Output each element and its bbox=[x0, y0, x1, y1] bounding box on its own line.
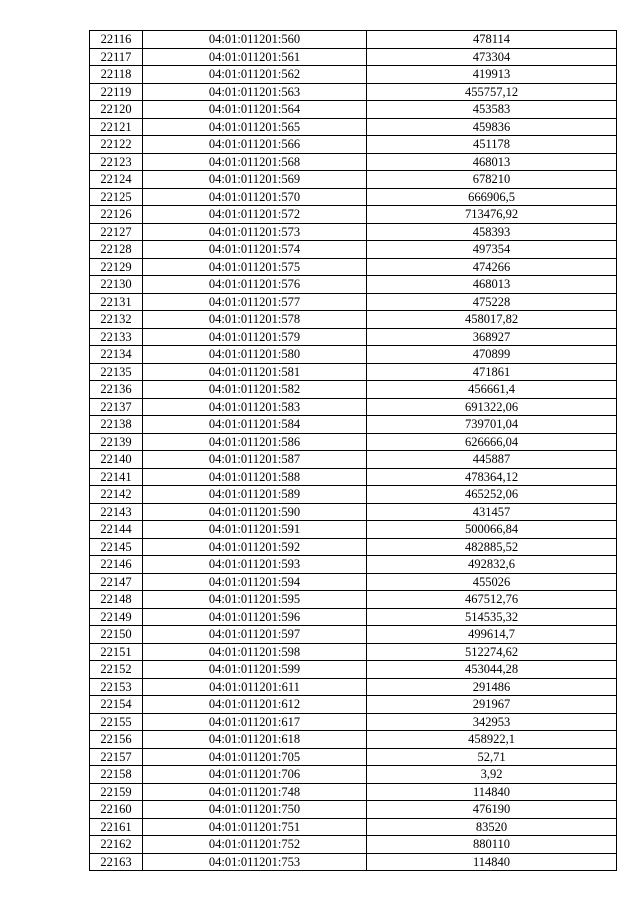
table-row bbox=[90, 538, 617, 556]
table-row bbox=[90, 101, 617, 119]
row-number-cell: 22116 bbox=[90, 31, 143, 49]
table-row bbox=[90, 66, 617, 84]
value-cell: 512274,62 bbox=[367, 643, 617, 661]
table-row bbox=[90, 328, 617, 346]
value-cell: 455026 bbox=[367, 573, 617, 591]
cadastral-number-cell: 04:01:011201:583 bbox=[143, 398, 367, 416]
row-number-cell: 22139 bbox=[90, 433, 143, 451]
row-number-cell: 22160 bbox=[90, 801, 143, 819]
row-number-cell: 22142 bbox=[90, 486, 143, 504]
cadastral-number-cell: 04:01:011201:705 bbox=[143, 748, 367, 766]
row-number-cell: 22156 bbox=[90, 731, 143, 749]
row-number-cell: 22140 bbox=[90, 451, 143, 469]
cadastral-number-cell: 04:01:011201:618 bbox=[143, 731, 367, 749]
value-cell: 291967 bbox=[367, 696, 617, 714]
value-cell: 467512,76 bbox=[367, 591, 617, 609]
row-number-cell: 22159 bbox=[90, 783, 143, 801]
row-number-cell: 22162 bbox=[90, 836, 143, 854]
table-row bbox=[90, 468, 617, 486]
row-number-cell: 22132 bbox=[90, 311, 143, 329]
table-row bbox=[90, 731, 617, 749]
row-number-cell: 22123 bbox=[90, 153, 143, 171]
cadastral-number-cell: 04:01:011201:572 bbox=[143, 206, 367, 224]
table-row bbox=[90, 573, 617, 591]
value-cell: 678210 bbox=[367, 171, 617, 189]
cadastral-number-cell: 04:01:011201:752 bbox=[143, 836, 367, 854]
cadastral-number-cell: 04:01:011201:595 bbox=[143, 591, 367, 609]
cadastral-number-cell: 04:01:011201:561 bbox=[143, 48, 367, 66]
cadastral-number-cell: 04:01:011201:599 bbox=[143, 661, 367, 679]
table-body bbox=[90, 31, 617, 871]
value-cell: 470899 bbox=[367, 346, 617, 364]
value-cell: 455757,12 bbox=[367, 83, 617, 101]
row-number-cell: 22126 bbox=[90, 206, 143, 224]
row-number-cell: 22134 bbox=[90, 346, 143, 364]
row-number-cell: 22145 bbox=[90, 538, 143, 556]
value-cell: 514535,32 bbox=[367, 608, 617, 626]
cadastral-number-cell: 04:01:011201:566 bbox=[143, 136, 367, 154]
table-row bbox=[90, 188, 617, 206]
value-cell: 476190 bbox=[367, 801, 617, 819]
cadastral-number-cell: 04:01:011201:612 bbox=[143, 696, 367, 714]
cadastral-number-cell: 04:01:011201:750 bbox=[143, 801, 367, 819]
row-number-cell: 22124 bbox=[90, 171, 143, 189]
table-row bbox=[90, 48, 617, 66]
cadastral-number-cell: 04:01:011201:597 bbox=[143, 626, 367, 644]
cadastral-number-cell: 04:01:011201:592 bbox=[143, 538, 367, 556]
value-cell: 342953 bbox=[367, 713, 617, 731]
row-number-cell: 22163 bbox=[90, 853, 143, 871]
value-cell: 445887 bbox=[367, 451, 617, 469]
table-row bbox=[90, 766, 617, 784]
table-row bbox=[90, 171, 617, 189]
cadastral-number-cell: 04:01:011201:586 bbox=[143, 433, 367, 451]
table-row bbox=[90, 608, 617, 626]
value-cell: 291486 bbox=[367, 678, 617, 696]
value-cell: 497354 bbox=[367, 241, 617, 259]
row-number-cell: 22129 bbox=[90, 258, 143, 276]
row-number-cell: 22127 bbox=[90, 223, 143, 241]
value-cell: 499614,7 bbox=[367, 626, 617, 644]
data-table bbox=[89, 30, 617, 871]
row-number-cell: 22153 bbox=[90, 678, 143, 696]
cadastral-number-cell: 04:01:011201:611 bbox=[143, 678, 367, 696]
cadastral-number-cell: 04:01:011201:579 bbox=[143, 328, 367, 346]
value-cell: 500066,84 bbox=[367, 521, 617, 539]
cadastral-number-cell: 04:01:011201:575 bbox=[143, 258, 367, 276]
cadastral-number-cell: 04:01:011201:580 bbox=[143, 346, 367, 364]
row-number-cell: 22122 bbox=[90, 136, 143, 154]
table-row bbox=[90, 241, 617, 259]
cadastral-number-cell: 04:01:011201:570 bbox=[143, 188, 367, 206]
value-cell: 626666,04 bbox=[367, 433, 617, 451]
row-number-cell: 22154 bbox=[90, 696, 143, 714]
cadastral-number-cell: 04:01:011201:588 bbox=[143, 468, 367, 486]
cadastral-number-cell: 04:01:011201:748 bbox=[143, 783, 367, 801]
table-row bbox=[90, 748, 617, 766]
cadastral-number-cell: 04:01:011201:568 bbox=[143, 153, 367, 171]
cadastral-number-cell: 04:01:011201:574 bbox=[143, 241, 367, 259]
value-cell: 468013 bbox=[367, 153, 617, 171]
cadastral-number-cell: 04:01:011201:578 bbox=[143, 311, 367, 329]
value-cell: 3,92 bbox=[367, 766, 617, 784]
table-row bbox=[90, 521, 617, 539]
table-row bbox=[90, 118, 617, 136]
cadastral-number-cell: 04:01:011201:751 bbox=[143, 818, 367, 836]
cadastral-number-cell: 04:01:011201:594 bbox=[143, 573, 367, 591]
row-number-cell: 22119 bbox=[90, 83, 143, 101]
row-number-cell: 22136 bbox=[90, 381, 143, 399]
cadastral-number-cell: 04:01:011201:584 bbox=[143, 416, 367, 434]
cadastral-number-cell: 04:01:011201:617 bbox=[143, 713, 367, 731]
value-cell: 52,71 bbox=[367, 748, 617, 766]
cadastral-number-cell: 04:01:011201:581 bbox=[143, 363, 367, 381]
table-row bbox=[90, 836, 617, 854]
row-number-cell: 22148 bbox=[90, 591, 143, 609]
cadastral-number-cell: 04:01:011201:598 bbox=[143, 643, 367, 661]
row-number-cell: 22131 bbox=[90, 293, 143, 311]
cadastral-number-cell: 04:01:011201:569 bbox=[143, 171, 367, 189]
row-number-cell: 22135 bbox=[90, 363, 143, 381]
table-row bbox=[90, 486, 617, 504]
value-cell: 475228 bbox=[367, 293, 617, 311]
table-row bbox=[90, 801, 617, 819]
row-number-cell: 22130 bbox=[90, 276, 143, 294]
value-cell: 468013 bbox=[367, 276, 617, 294]
value-cell: 419913 bbox=[367, 66, 617, 84]
value-cell: 474266 bbox=[367, 258, 617, 276]
row-number-cell: 22120 bbox=[90, 101, 143, 119]
table-row bbox=[90, 678, 617, 696]
table-row bbox=[90, 398, 617, 416]
cadastral-number-cell: 04:01:011201:582 bbox=[143, 381, 367, 399]
value-cell: 880110 bbox=[367, 836, 617, 854]
row-number-cell: 22117 bbox=[90, 48, 143, 66]
table-row bbox=[90, 223, 617, 241]
row-number-cell: 22146 bbox=[90, 556, 143, 574]
row-number-cell: 22144 bbox=[90, 521, 143, 539]
value-cell: 83520 bbox=[367, 818, 617, 836]
value-cell: 482885,52 bbox=[367, 538, 617, 556]
row-number-cell: 22155 bbox=[90, 713, 143, 731]
value-cell: 478364,12 bbox=[367, 468, 617, 486]
cadastral-number-cell: 04:01:011201:577 bbox=[143, 293, 367, 311]
value-cell: 431457 bbox=[367, 503, 617, 521]
cadastral-number-cell: 04:01:011201:564 bbox=[143, 101, 367, 119]
value-cell: 739701,04 bbox=[367, 416, 617, 434]
value-cell: 478114 bbox=[367, 31, 617, 49]
row-number-cell: 22152 bbox=[90, 661, 143, 679]
value-cell: 458393 bbox=[367, 223, 617, 241]
row-number-cell: 22150 bbox=[90, 626, 143, 644]
cadastral-number-cell: 04:01:011201:576 bbox=[143, 276, 367, 294]
table-row bbox=[90, 83, 617, 101]
value-cell: 456661,4 bbox=[367, 381, 617, 399]
row-number-cell: 22121 bbox=[90, 118, 143, 136]
value-cell: 114840 bbox=[367, 853, 617, 871]
row-number-cell: 22128 bbox=[90, 241, 143, 259]
table-row bbox=[90, 381, 617, 399]
row-number-cell: 22138 bbox=[90, 416, 143, 434]
value-cell: 451178 bbox=[367, 136, 617, 154]
table-row bbox=[90, 696, 617, 714]
row-number-cell: 22143 bbox=[90, 503, 143, 521]
table-row bbox=[90, 503, 617, 521]
table-row bbox=[90, 276, 617, 294]
cadastral-number-cell: 04:01:011201:753 bbox=[143, 853, 367, 871]
table-row bbox=[90, 556, 617, 574]
cadastral-number-cell: 04:01:011201:706 bbox=[143, 766, 367, 784]
value-cell: 713476,92 bbox=[367, 206, 617, 224]
value-cell: 114840 bbox=[367, 783, 617, 801]
table-row bbox=[90, 433, 617, 451]
row-number-cell: 22149 bbox=[90, 608, 143, 626]
cadastral-number-cell: 04:01:011201:565 bbox=[143, 118, 367, 136]
table-row bbox=[90, 626, 617, 644]
value-cell: 691322,06 bbox=[367, 398, 617, 416]
row-number-cell: 22125 bbox=[90, 188, 143, 206]
value-cell: 465252,06 bbox=[367, 486, 617, 504]
value-cell: 458922,1 bbox=[367, 731, 617, 749]
table-row bbox=[90, 661, 617, 679]
value-cell: 471861 bbox=[367, 363, 617, 381]
table-row bbox=[90, 783, 617, 801]
table-row bbox=[90, 591, 617, 609]
row-number-cell: 22133 bbox=[90, 328, 143, 346]
cadastral-number-cell: 04:01:011201:573 bbox=[143, 223, 367, 241]
row-number-cell: 22147 bbox=[90, 573, 143, 591]
cadastral-number-cell: 04:01:011201:562 bbox=[143, 66, 367, 84]
table-row bbox=[90, 416, 617, 434]
row-number-cell: 22118 bbox=[90, 66, 143, 84]
table-row bbox=[90, 643, 617, 661]
cadastral-number-cell: 04:01:011201:560 bbox=[143, 31, 367, 49]
value-cell: 459836 bbox=[367, 118, 617, 136]
value-cell: 368927 bbox=[367, 328, 617, 346]
value-cell: 473304 bbox=[367, 48, 617, 66]
table-row bbox=[90, 31, 617, 49]
row-number-cell: 22157 bbox=[90, 748, 143, 766]
cadastral-number-cell: 04:01:011201:587 bbox=[143, 451, 367, 469]
table-row bbox=[90, 136, 617, 154]
table-row bbox=[90, 311, 617, 329]
table-row bbox=[90, 293, 617, 311]
row-number-cell: 22137 bbox=[90, 398, 143, 416]
cadastral-number-cell: 04:01:011201:591 bbox=[143, 521, 367, 539]
value-cell: 453044,28 bbox=[367, 661, 617, 679]
value-cell: 492832,6 bbox=[367, 556, 617, 574]
table-row bbox=[90, 363, 617, 381]
value-cell: 458017,82 bbox=[367, 311, 617, 329]
value-cell: 453583 bbox=[367, 101, 617, 119]
table-row bbox=[90, 258, 617, 276]
table-row bbox=[90, 713, 617, 731]
row-number-cell: 22158 bbox=[90, 766, 143, 784]
row-number-cell: 22141 bbox=[90, 468, 143, 486]
table-row bbox=[90, 451, 617, 469]
row-number-cell: 22151 bbox=[90, 643, 143, 661]
cadastral-number-cell: 04:01:011201:593 bbox=[143, 556, 367, 574]
table-row bbox=[90, 818, 617, 836]
value-cell: 666906,5 bbox=[367, 188, 617, 206]
row-number-cell: 22161 bbox=[90, 818, 143, 836]
cadastral-number-cell: 04:01:011201:590 bbox=[143, 503, 367, 521]
table-row bbox=[90, 153, 617, 171]
table-row bbox=[90, 346, 617, 364]
table-row bbox=[90, 853, 617, 871]
cadastral-number-cell: 04:01:011201:563 bbox=[143, 83, 367, 101]
cadastral-number-cell: 04:01:011201:596 bbox=[143, 608, 367, 626]
cadastral-number-cell: 04:01:011201:589 bbox=[143, 486, 367, 504]
table-row bbox=[90, 206, 617, 224]
